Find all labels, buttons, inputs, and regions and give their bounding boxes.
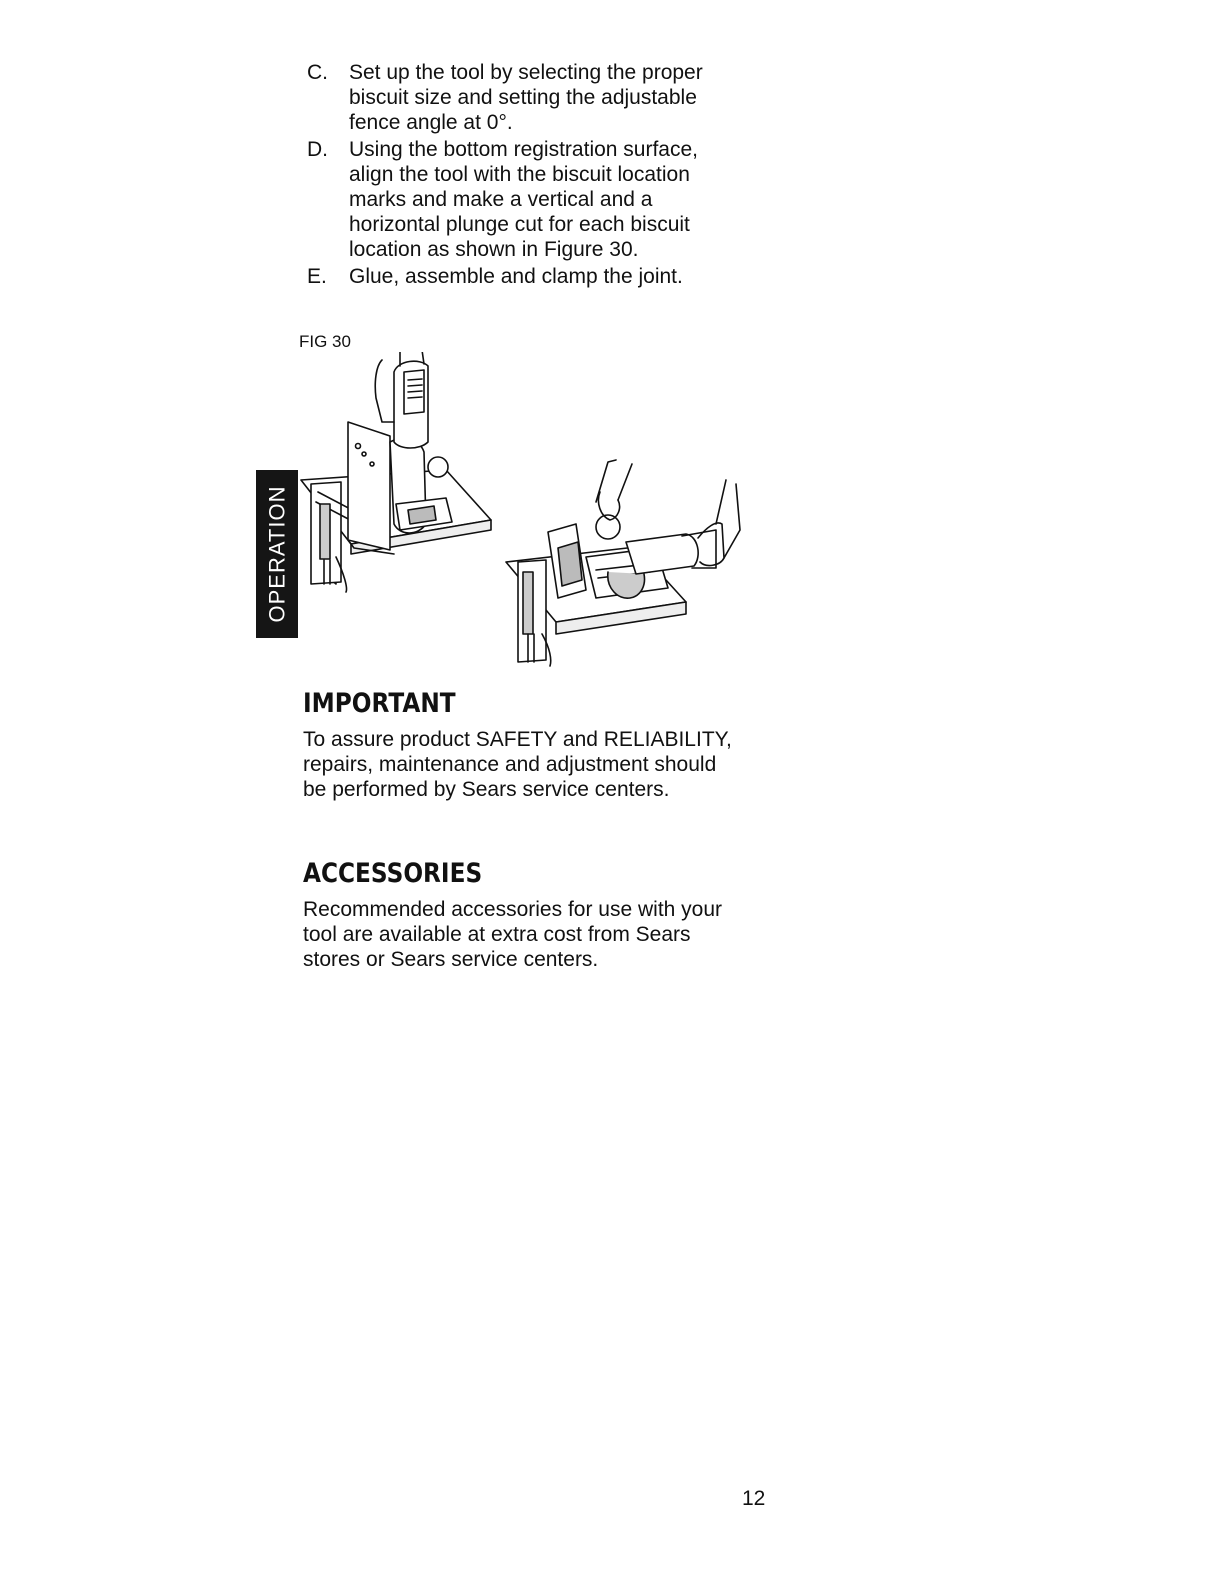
horizontal-cut-drawing [506,460,740,666]
step-e [303,264,743,289]
figure-label: FIG 30 [299,332,351,351]
page-number: 12 [742,1487,766,1510]
important-heading: IMPORTANT [303,688,456,719]
figure-30-illustration [296,352,746,672]
step-letter: D. [307,138,328,161]
accessories-text: Recommended accessories for use with your tool are available at extra cost from Sears stores or Sears service centers. [303,898,723,971]
section-side-tab-label: OPERATION [264,485,290,623]
step-c [303,60,743,135]
important-text: To assure product SAFETY and RELIABILITY, repairs, maintenance and adjustment should be performed by Sears service centers. [303,728,732,801]
step-text: Set up the tool by selecting the proper biscuit size and setting the adjustable fence angle at 0°. [349,61,703,134]
step-letter: E. [307,265,327,288]
section-side-tab [256,470,298,638]
step-text: Glue, assemble and clamp the joint. [349,265,683,288]
step-text: Using the bottom registration surface, align the tool with the biscuit location marks and make a vertical and a horizontal plunge cut for each biscuit location as shown in Figure 30. [349,138,699,261]
step-d [303,137,743,262]
instruction-steps [303,60,743,291]
vertical-cut-drawing [301,352,491,592]
step-letter: C. [307,61,328,84]
accessories-heading: ACCESSORIES [303,858,483,889]
